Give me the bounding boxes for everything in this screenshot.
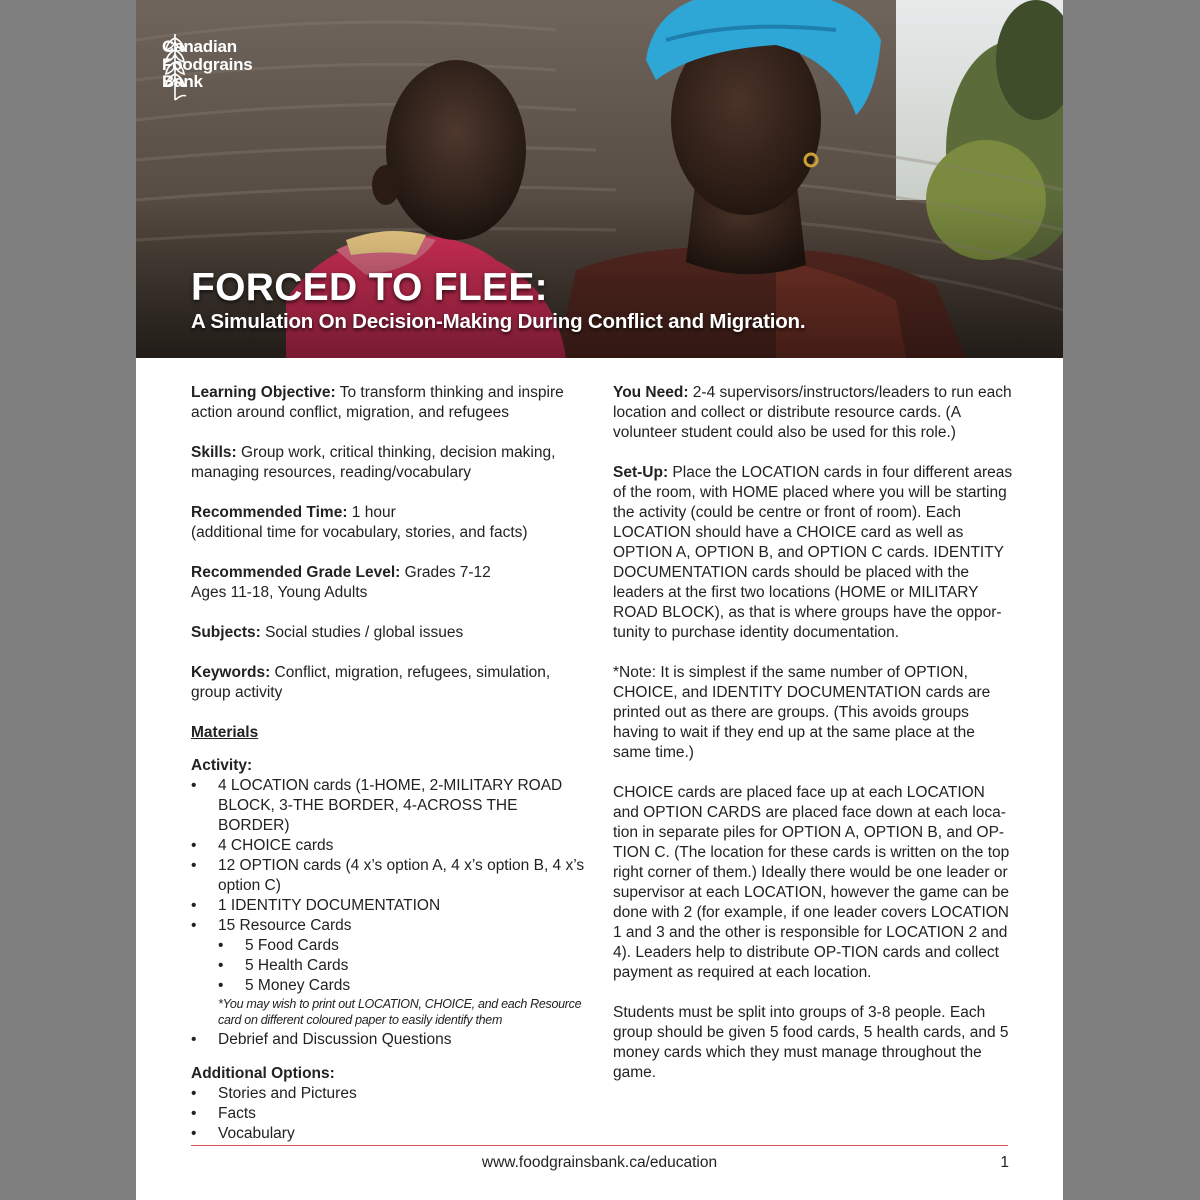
additional-options-heading: Additional Options: [191, 1065, 335, 1082]
recommended-grade-note: Ages 11-18, Young Adults [191, 584, 368, 601]
set-up [613, 463, 1013, 643]
skills [191, 443, 591, 483]
subjects-text: Social studies / global issues [260, 624, 464, 641]
right-column [613, 383, 1013, 1103]
set-up-text: Place the LOCATION cards in four different areas of the room, with HOME placed where you will be starting the activity (could be centre or front of room). Each LOCATION should have a CHOICE card as well as OPTION A, OPTION B, and OPTION C cards. IDENTITY DOCUMENTATION cards should be placed with the leaders at the first two locations (HOME or MILITARY ROAD BLOCK), as that is where groups have the oppor-tunity to purchase identity documentation. [613, 464, 1013, 641]
print-note: *You may wish to print out LOCATION, CHOICE, and each Resource card on different coloured paper to easily identify them [218, 997, 582, 1027]
you-need-label: You Need: [613, 384, 689, 401]
recommended-time [191, 503, 591, 543]
groups-paragraph: Students must be split into groups of 3-8 people. Each group should be given 5 food cards, 5 health cards, and 5 money cards which they must manage throughout the game. [613, 1004, 1009, 1081]
learning-objective-label: Learning Objective: [191, 384, 336, 401]
additional-options-list [191, 1084, 591, 1144]
list-item: • Debrief and Discussion Questions [191, 1030, 591, 1050]
keywords-text: Conflict, migration, refugees, simulation, group activity [191, 664, 551, 701]
list-item: • Vocabulary [191, 1124, 591, 1144]
activity-heading: Activity: [191, 757, 253, 774]
page-title: FORCED TO FLEE: [191, 266, 548, 309]
recommended-grade [191, 563, 591, 603]
skills-label: Skills: [191, 444, 237, 461]
page-number: 1 [1000, 1154, 1009, 1171]
materials-heading: Materials [191, 724, 259, 741]
skills-text: Group work, critical thinking, decision making, managing resources, reading/vocabulary [191, 444, 556, 481]
list-item: • 1 IDENTITY DOCUMENTATION [191, 896, 591, 916]
document-page [136, 0, 1063, 1200]
list-item: • 5 Health Cards [218, 956, 591, 976]
canadian-foodgrains-bank-logo [162, 30, 253, 91]
note-paragraph: *Note: It is simplest if the same number of OPTION, CHOICE, and IDENTITY DOCUMENTATION cards are printed out as there are groups. (This avoids groups having to wait if they end up at the same place at the same time.) [613, 664, 991, 761]
list-item: • 12 OPTION cards (4 x’s option A, 4 x’s option B, 4 x’s option C) [191, 856, 591, 896]
logo-line-3: Bank [162, 72, 203, 91]
list-item-resource-cards [191, 916, 591, 996]
list-item: • Stories and Pictures [191, 1084, 591, 1104]
resource-cards-label: 15 Resource Cards [218, 917, 352, 934]
left-column [191, 383, 591, 1158]
debrief-list [191, 1030, 591, 1050]
recommended-time-label: Recommended Time: [191, 504, 348, 521]
list-item: • 4 CHOICE cards [191, 836, 591, 856]
resource-card-list [218, 936, 591, 996]
wheat-stalk-icon [162, 30, 188, 102]
learning-objective-text: To transform thinking and inspire action around conflict, migration, and refugees [191, 384, 564, 421]
footer-url[interactable]: www.foodgrainsbank.ca/education [481, 1154, 718, 1171]
you-need [613, 383, 1013, 443]
page-subtitle: A Simulation On Decision-Making During Conflict and Migration. [191, 310, 806, 333]
you-need-text: 2-4 supervisors/instructors/leaders to run each location and collect or distribute resource cards. (A volunteer student could also be used for this role.) [613, 384, 1012, 441]
keywords [191, 663, 591, 703]
list-item: • Facts [191, 1104, 591, 1124]
subjects-label: Subjects: [191, 624, 261, 641]
list-item: • 5 Food Cards [218, 936, 591, 956]
list-item: • 4 LOCATION cards (1-HOME, 2-MILITARY ROAD BLOCK, 3-THE BORDER, 4-ACROSS THE BORDER) [191, 776, 591, 836]
hero-photo [136, 0, 1063, 358]
logo-line-1: Canadian [162, 37, 237, 56]
activity-list [191, 776, 591, 996]
recommended-grade-label: Recommended Grade Level: [191, 564, 401, 581]
list-item: • 5 Money Cards [218, 976, 591, 996]
set-up-label: Set-Up: [613, 464, 669, 481]
recommended-time-text: 1 hour [347, 504, 396, 521]
footer-divider [191, 1145, 1008, 1146]
choice-cards-paragraph: CHOICE cards are placed face up at each LOCATION and OPTION CARDS are placed face down at each loca-tion in separate piles for OPTION A, OPTION B, and OP-TION C. (The location for these cards is written on the top right corner of them.) Ideally there would be one leader or supervisor at each LOCATION, however the game can be done with 2 (for example, if one leader covers LOCATION 1 and 3 and the other is responsible for LOCATION 2 and 4). Leaders help to distribute OP-TION cards and collect payment as required at each location. [613, 784, 1010, 981]
subjects [191, 623, 591, 643]
keywords-label: Keywords: [191, 664, 271, 681]
recommended-grade-text: Grades 7-12 [400, 564, 491, 581]
recommended-time-note: (additional time for vocabulary, stories, and facts) [191, 524, 528, 541]
learning-objective [191, 383, 591, 423]
logo-line-2: Foodgrains [162, 54, 253, 74]
